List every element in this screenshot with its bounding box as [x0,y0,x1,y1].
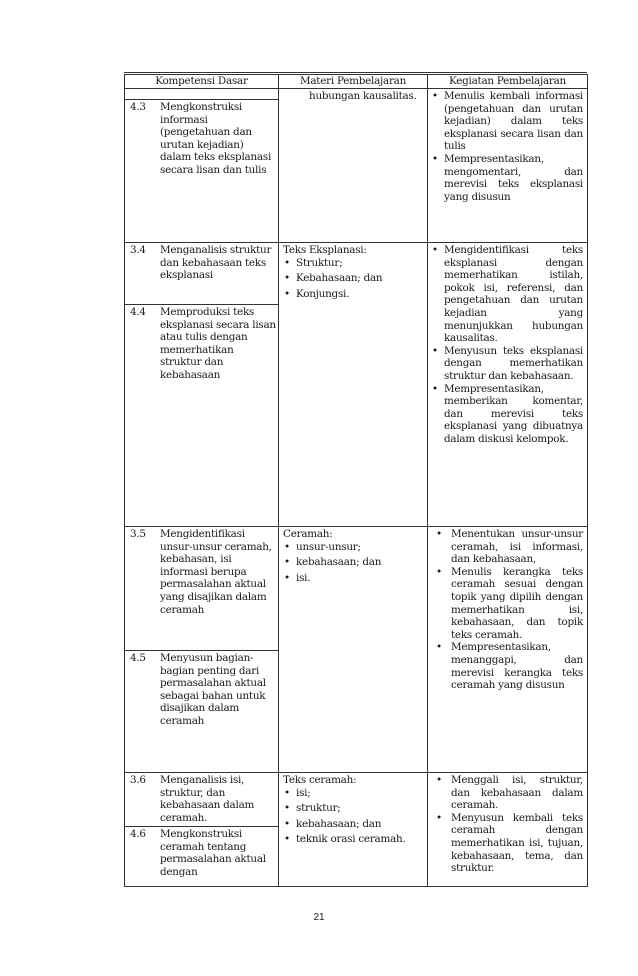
materi-cell [279,89,428,243]
materi-item: • Kebahasaan; dan [283,272,424,285]
kd-item [125,304,278,384]
materi-item: • kebahasaan; dan [283,556,424,569]
kd-cell [125,773,279,887]
kd-number: 4.5 [130,652,146,664]
kegiatan-cell [428,773,588,887]
materi-item: • Struktur; [283,257,424,270]
kegiatan-item: • Menggali isi, struktur, dan kebahasaan dalam ceramah. [431,774,583,812]
kd-item [125,99,278,179]
materi-cell [279,527,428,773]
kegiatan-cell [428,89,588,243]
kd-cell [125,527,279,773]
materi-cell [279,243,428,527]
table-row [125,773,588,887]
kegiatan-item: • Mengidentifikasi teks eksplanasi dengan memerhatikan istilah, pokok isi, referensi, dan pengetahuan dan urutan kejadian yang menunjukkan hubungan kausalitas. [431,244,583,345]
table-header-row [125,75,588,89]
kegiatan-item: • Menyusun teks eksplanasi dengan memerhatikan struktur dan kebahasaan. [431,345,583,383]
page-number: 21 [313,912,325,923]
materi-title: Teks Eksplanasi: [283,244,367,256]
kd-item [125,773,278,826]
materi-item: • unsur-unsur; [283,541,424,554]
header-materi-pembelajaran: Materi Pembelajaran [279,75,428,89]
kd-item [125,527,278,650]
kegiatan-item: • Mempresentasikan, memberikan komentar, dan merevisi teks eksplanasi yang dibuatnya dalam diskusi kelompok. [431,383,583,446]
kegiatan-item: • Menulis kembali informasi (pengetahuan dan urutan kejadian) dalam teks eksplanasi secara lisan dan tulis [431,90,583,153]
kd-text: Mengidentifikasi unsur-unsur ceramah, kebahasan, isi informasi berupa permasalahan aktual yang disajikan dalam ceramah [160,528,272,616]
kd-text: Memproduksi teks eksplanasi secara lisan atau tulis dengan memerhatikan struktur dan kebahasaan [160,306,276,381]
materi-item: • isi; [283,787,424,800]
kd-number: 3.4 [130,244,146,256]
materi-title: Teks ceramah: [283,774,357,786]
kd-text: Mengkonstruksi ceramah tentang permasalahan aktual dengan [160,828,266,878]
kd-number: 4.4 [130,306,146,318]
kd-item [125,826,278,880]
kd-item [125,243,278,304]
kd-number: 3.5 [130,528,146,540]
header-kegiatan-pembelajaran: Kegiatan Pembelajaran [428,75,588,89]
materi-item: • Konjungsi. [283,288,424,301]
kd-text: Menyusun bagian-bagian penting dari permasalahan aktual sebagai bahan untuk disajikan dalam ceramah [160,652,266,727]
materi-title: hubungan kausalitas. [309,90,417,102]
kd-number: 3.6 [130,774,146,786]
kegiatan-item: • Mempresentasikan, menanggapi, dan merevisi kerangka teks ceramah yang disusun [431,641,583,691]
kd-number: 4.3 [130,101,146,113]
header-kompetensi-dasar: Kompetensi Dasar [125,75,279,89]
kd-text: Menganalisis struktur dan kebahasaan teks eksplanasi [160,244,272,282]
table-row [125,527,588,773]
kegiatan-item: • Menyusun kembali teks ceramah dengan memerhatikan isi, tujuan, kebahasaan, tema, dan struktur. [431,812,583,875]
kd-number: 4.6 [130,828,146,840]
table-row [125,243,588,527]
kd-cell [125,243,279,527]
kegiatan-item: • Menentukan unsur-unsur ceramah, isi informasi, dan kebahasaan, [431,528,583,566]
kegiatan-cell [428,527,588,773]
kegiatan-cell [428,243,588,527]
materi-item: • isi. [283,572,424,585]
kegiatan-item: • Menulis kerangka teks ceramah sesuai dengan topik yang dipilih dengan memerhatikan isi, kebahasaan, dan topik teks ceramah. [431,566,583,642]
kd-text: Menganalisis isi, struktur, dan kebahasaan dalam ceramah. [160,774,255,824]
curriculum-table [124,74,588,887]
materi-cell [279,773,428,887]
kegiatan-item: • Mempresentasikan, mengomentari, dan merevisi teks eksplanasi yang disusun [431,153,583,203]
table-row [125,89,588,243]
materi-item: • kebahasaan; dan [283,818,424,831]
materi-item: • struktur; [283,802,424,815]
kd-item [125,650,278,730]
table-top-rule [124,72,587,74]
materi-title: Ceramah: [283,528,333,540]
materi-item: • teknik orasi ceramah. [283,833,424,846]
kd-text: Mengkonstruksi informasi (pengetahuan dan urutan kejadian) dalam teks eksplanasi secara lisan dan tulis [160,101,272,176]
kd-cell [125,89,279,243]
